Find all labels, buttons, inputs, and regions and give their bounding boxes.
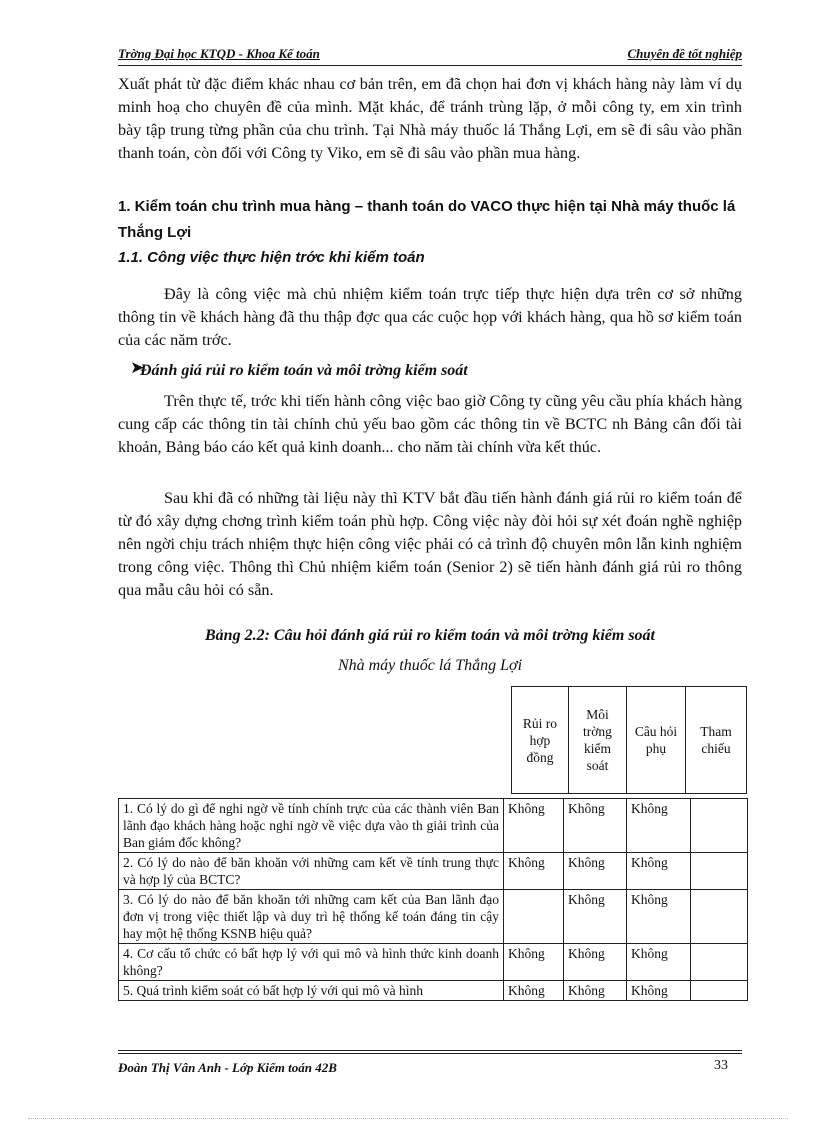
risk-heading: Đánh giá rủi ro kiểm toán và môi trờng kiểm soát <box>140 362 468 379</box>
footer-author: Đoàn Thị Vân Anh - Lớp Kiểm toán 42B <box>118 1060 337 1075</box>
reference-cell <box>691 890 748 944</box>
table-subcaption: Nhà máy thuốc lá Thắng Lợi <box>337 657 523 674</box>
col-header-reference: Tham chiếu <box>686 687 747 794</box>
answer-cell: Không <box>504 853 564 890</box>
answer-cell: Không <box>504 799 564 853</box>
section-heading: 1. Kiểm toán chu trình mua hàng – thanh toán do VACO thực hiện tại Nhà máy thuốc lá Thắng Lợi <box>118 198 736 241</box>
page-header <box>118 46 742 64</box>
answer-cell: Không <box>564 944 627 981</box>
page-number: 33 <box>714 1058 728 1073</box>
header-school: Trờng Đại học KTQD - Khoa Kế toán <box>118 46 320 61</box>
answer-cell: Không <box>564 981 627 1001</box>
table-row <box>119 890 748 944</box>
answer-cell: Không <box>564 890 627 944</box>
question-table <box>118 798 748 1001</box>
footer-rule <box>118 1050 742 1051</box>
col-header-contract-risk: Rủi ro hợp đồng <box>512 687 569 794</box>
table-caption: Bảng 2.2: Câu hỏi đánh giá rủi ro kiểm toán và môi trờng kiểm soát <box>205 627 655 644</box>
footer-rule-2 <box>118 1053 742 1054</box>
table-row <box>119 853 748 890</box>
table-row <box>119 981 748 1001</box>
paragraph-1: Đây là công việc mà chủ nhiệm kiểm toán trực tiếp thực hiện dựa trên cơ sở những thông tin về khách hàng đã thu thập đợc qua các cuộc họp với khách hàng, qua hồ sơ kiểm toán của các năm trớc. <box>118 285 742 349</box>
answer-cell: Không <box>627 799 691 853</box>
intro-paragraph: Xuất phát từ đặc điểm khác nhau cơ bản trên, em đã chọn hai đơn vị khách hàng này làm ví dụ minh hoạ cho chuyên đề của mình. Mặt khác, để tránh trùng lặp, ở mỗi công ty, em xin trình bày tập trung từng phần của chu trình. Tại Nhà máy thuốc lá Thắng Lợi, em sẽ đi sâu vào phần thanh toán, còn đối với Công ty Viko, em sẽ đi sâu vào phần mua hàng. <box>118 75 742 162</box>
answer-cell: Không <box>627 944 691 981</box>
header-rule <box>118 65 742 66</box>
header-table <box>511 686 747 794</box>
header-doc-type: Chuyên đề tốt nghiệp <box>627 46 742 61</box>
paragraph-2: Trên thực tế, trớc khi tiến hành công việc bao giờ Công ty cũng yêu cầu phía khách hàng cung cấp các thông tin tài chính chủ yếu bao gồm các thông tin về BCTC nh Bảng cân đối tài khoản, Bảng báo cáo kết quả kinh doanh... cho năm tài chính vừa kết thúc. <box>118 392 742 456</box>
answer-cell: Không <box>504 981 564 1001</box>
reference-cell <box>691 799 748 853</box>
answer-cell: Không <box>564 853 627 890</box>
answer-cell: Không <box>627 853 691 890</box>
question-cell: 5. Quá trình kiểm soát có bất hợp lý với qui mô và hình <box>119 981 504 1001</box>
question-cell: 2. Có lý do nào để băn khoăn với những cam kết về tính trung thực và hợp lý của BCTC? <box>119 853 504 890</box>
reference-cell <box>691 944 748 981</box>
table-row <box>119 944 748 981</box>
answer-cell: Không <box>504 944 564 981</box>
page-edge <box>28 1118 788 1119</box>
answer-cell: Không <box>627 981 691 1001</box>
answer-cell: Không <box>627 890 691 944</box>
paragraph-3: Sau khi đã có những tài liệu này thì KTV bắt đầu tiến hành đánh giá rủi ro kiểm toán để từ đó xây dựng chơng trình kiểm toán phù hợp. Công việc này đòi hỏi sự xét đoán nghề nghiệp nên ngời chịu trách nhiệm thực hiện công việc phải có cả trình độ chuyên môn lẫn kinh nghiệm trong công việc. Thông thì Chủ nhiệm kiểm toán (Senior 2) sẽ tiến hành đánh giá rủi ro thông qua mẫu câu hỏi có sẵn. <box>118 489 742 599</box>
answer-cell: Không <box>564 799 627 853</box>
col-header-sub-question: Câu hỏi phụ <box>627 687 686 794</box>
reference-cell <box>691 981 748 1001</box>
reference-cell <box>691 853 748 890</box>
answer-cell <box>504 890 564 944</box>
subsection-heading: 1.1. Công việc thực hiện trớc khi kiểm toán <box>118 249 425 266</box>
question-cell: 3. Có lý do nào để băn khoăn tới những cam kết của Ban lãnh đạo đơn vị trong việc thiết lập và duy trì hệ thống kế toán đáng tin cậy hay một hệ thống KSNB hiệu quả? <box>119 890 504 944</box>
question-cell: 1. Có lý do gì để nghi ngờ về tính chính trực của các thành viên Ban lãnh đạo khách hàng hoặc nghi ngờ về việc dựa vào th giải trình của Ban giám đốc không? <box>119 799 504 853</box>
arrow-bullet-icon: ➤ <box>130 358 145 377</box>
col-header-control-env: Môi trờng kiểm soát <box>569 687 627 794</box>
question-cell: 4. Cơ cấu tổ chức có bất hợp lý với qui mô và hình thức kinh doanh không? <box>119 944 504 981</box>
table-row <box>119 799 748 853</box>
